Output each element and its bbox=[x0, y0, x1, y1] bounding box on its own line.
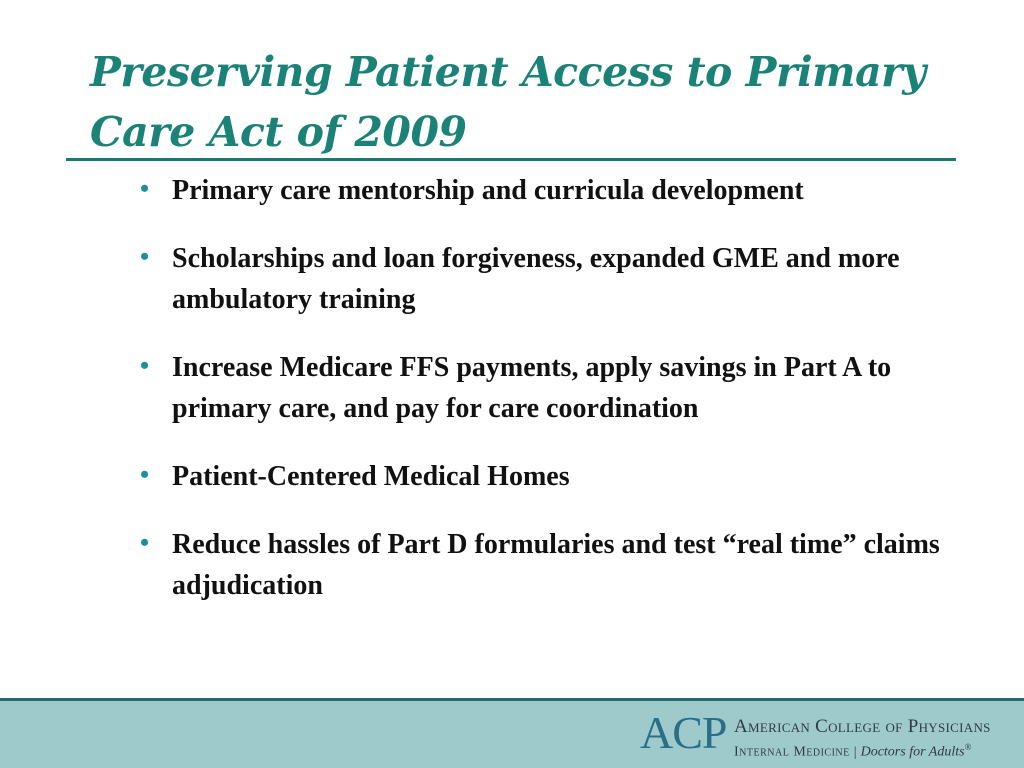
acp-logo: ACP bbox=[640, 707, 727, 758]
registered-mark: ® bbox=[964, 742, 972, 752]
bullet-text: Primary care mentorship and curricula development bbox=[172, 175, 804, 206]
slide-title: Preserving Patient Access to Primary Care Act of 2009 bbox=[90, 48, 926, 156]
bullet-item bbox=[138, 456, 968, 497]
bullet-dot-icon: • bbox=[140, 242, 150, 271]
bullet-list bbox=[138, 170, 968, 633]
bullet-text: Patient-Centered Medical Homes bbox=[172, 461, 570, 492]
title-divider bbox=[66, 158, 956, 161]
tagline-separator: | bbox=[853, 744, 857, 760]
bullet-dot-icon: • bbox=[140, 351, 150, 380]
bullet-item bbox=[138, 238, 968, 320]
bullet-item bbox=[138, 524, 968, 606]
bullet-item bbox=[138, 347, 968, 429]
bullet-dot-icon: • bbox=[140, 528, 150, 557]
bullet-item bbox=[138, 170, 968, 211]
tagline-internal-medicine: Internal Medicine bbox=[734, 744, 850, 760]
tagline-doctors-for-adults: Doctors for Adults bbox=[860, 744, 965, 760]
org-tagline bbox=[734, 738, 971, 762]
org-name: American College of Physicians bbox=[734, 716, 991, 737]
bullet-text: Reduce hassles of Part D formularies and test “real time” claims adjudication bbox=[172, 529, 940, 601]
bullet-dot-icon: • bbox=[140, 460, 150, 489]
bullet-text: Increase Medicare FFS payments, apply savings in Part A to primary care, and pay for care coordination bbox=[172, 352, 892, 424]
bullet-dot-icon: • bbox=[140, 174, 150, 203]
bullet-text: Scholarships and loan forgiveness, expanded GME and more ambulatory training bbox=[172, 243, 900, 315]
